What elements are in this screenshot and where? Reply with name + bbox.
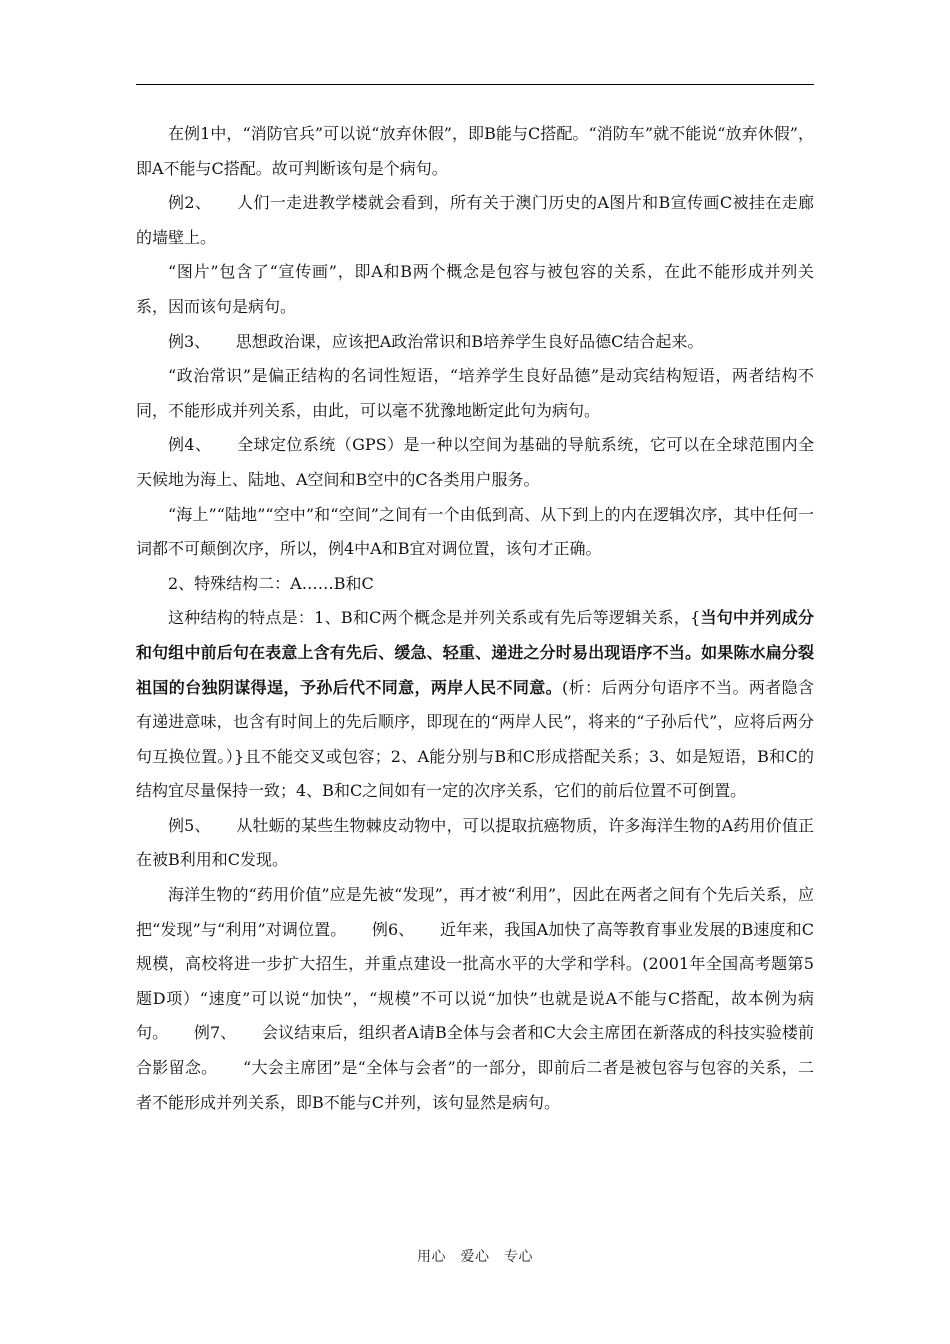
text-segment: 这种结构的特点是：1、B和C两个概念是并列关系或有先后等逻辑关系，{: [168, 608, 701, 628]
text-segment: “大会主席团”是“全体与会者”的一部分，即前后二者是被包容与包容的关系，二者不能形成并列关系，即B不能与C并列，该句显然是病句。: [136, 1058, 814, 1112]
text-segment: (析：后两分句语序不当。两者隐含有递进意味，也含有时间上的先后顺序，即现在的“两岸人民”，将来的“子孙后代”，应将后两分句互换位置。）}且不能交叉或包容；2、A能分别与B和C形成搭配关系；3、如是短语，B和C的结构宜尽量保持一致；4、B和C之间如有一定的次序关系，它们的前后位置不可倒置。: [136, 677, 814, 801]
text-segment: 在例1中，“消防官兵”可以说“放弃休假”，即B能与C搭配。“消防车”就不能说“放弃休假”，即A不能与C搭配。故可判断该句是个病句。: [136, 124, 814, 178]
text-segment: 近年来，我国A加快了高等教育事业发展的B速度和C规模，高校将进一步扩大招生，并重点建设一批高水平的大学和学科。(2001年全国高考题第5题D项）“速度”可以说“加快”，“规模”不可以说“加快”也就是说A不能与C搭配，故本例为病句。: [136, 919, 814, 1043]
paragraph: [136, 255, 814, 324]
text-segment: 全球定位系统（GPS）是一种以空间为基础的导航系统，它可以在全球范围内全天候地为海上、陆地、A空间和B空中的C各类用户服务。: [136, 435, 814, 489]
paragraph: [136, 359, 814, 428]
text-segment: 例7、: [193, 1023, 237, 1043]
text-segment: 人们一走进教学楼就会看到，所有关于澳门历史的A图片和B宣传画C被挂在走廊的墙壁上。: [136, 193, 814, 247]
paragraph: [136, 809, 814, 878]
text-segment: 例5、: [168, 815, 211, 835]
paragraph: [136, 878, 814, 1120]
paragraph: [136, 567, 814, 602]
bold-text-segment: 当句中并列成分和句组中前后句在表意上含有先后、缓急、轻重、递进之分时易出现语序不当。如果陈水扁分裂祖国的台独阴谋得逞，予孙后代不同意，两岸人民不同意。: [136, 608, 814, 697]
paragraph: [136, 498, 814, 567]
text-segment: “图片”包含了“宣传画”，即A和B两个概念是包容与被包容的关系，在此不能形成并列关系，因而该句是病句。: [136, 262, 814, 316]
text-segment: 例2、: [168, 193, 212, 213]
header-rule: [136, 84, 814, 85]
text-segment: 海洋生物的“药用价值”应是先被“发现”，再才被“利用”，因此在两者之间有个先后关系，应把“发现”与“利用”对调位置。: [136, 885, 814, 939]
paragraph: [136, 117, 814, 186]
paragraph: [136, 186, 814, 255]
paragraph: [136, 601, 814, 809]
text-segment: “政治常识”是偏正结构的名词性短语，“培养学生良好品德”是动宾结构短语，两者结构不同，不能形成并列关系，由此，可以毫不犹豫地断定此句为病句。: [136, 366, 814, 420]
text-segment: 例6、: [371, 919, 415, 939]
text-segment: 从牡蛎的某些生物棘皮动物中，可以提取抗癌物质，许多海洋生物的A药用价值正在被B利用和C发现。: [136, 815, 814, 870]
paragraph: [136, 325, 814, 360]
text-segment: 例4、: [168, 435, 212, 455]
text-segment: 2、特殊结构二：A……B和C: [168, 573, 374, 593]
text-segment: 例3、: [168, 331, 211, 351]
text-segment: “海上”“陆地”“空中”和“空间”之间有一个由低到高、从下到上的内在逻辑次序，其中任何一词都不可颠倒次序，所以，例4中A和B宜对调位置，该句才正确。: [136, 504, 814, 559]
text-segment: 思想政治课，应该把A政治常识和B培养学生良好品德C结合起来。: [235, 331, 704, 351]
document-body: [136, 117, 814, 1120]
paragraph: [136, 428, 814, 497]
text-segment: 会议结束后，组织者A请B全体与会者和C大会主席团在新落成的科技实验楼前合影留念。: [136, 1023, 814, 1078]
page-footer: 用心 爱心 专心: [417, 1249, 533, 1265]
